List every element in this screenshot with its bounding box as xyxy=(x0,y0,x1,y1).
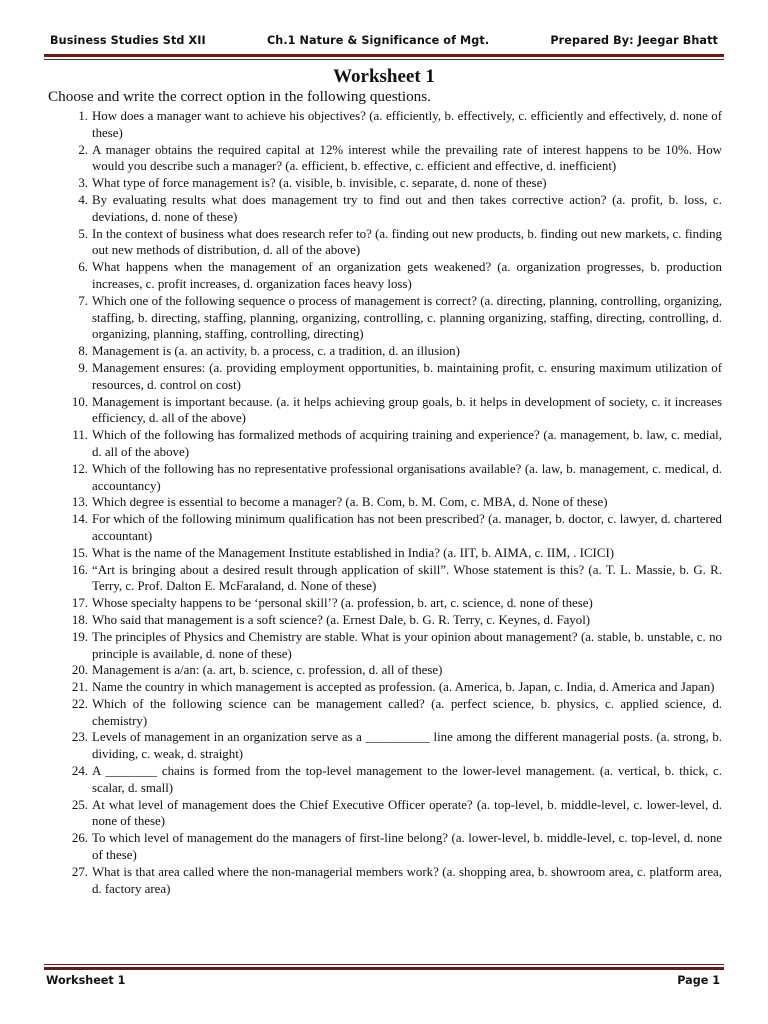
footer-worksheet-label: Worksheet 1 xyxy=(46,974,126,987)
question-number: 14. xyxy=(71,512,88,527)
question-text: To which level of management do the managers of first-line belong? (a. lower-level, b. middle-level, c. top-level, d. none of these) xyxy=(92,831,722,863)
question-text: How does a manager want to achieve his objectives? (a. efficiently, b. effectively, c. efficiently and effectively, d. none of these) xyxy=(92,109,722,140)
header-rule-thin xyxy=(44,59,724,60)
question-number: 10. xyxy=(71,394,88,409)
question-item xyxy=(78,343,722,360)
question-text: At what level of management does the Chief Executive Officer operate? (a. top-level, b. middle-level, c. lower-level, d. none of these) xyxy=(92,797,722,829)
header-subject: Business Studies Std XII xyxy=(50,34,206,47)
question-number: 16. xyxy=(71,562,88,577)
question-item xyxy=(78,293,722,343)
question-item xyxy=(71,864,722,898)
instruction-text: Choose and write the correct option in the following questions. xyxy=(48,88,431,105)
question-text: Which one of the following sequence o process of management is correct? (a. directing, planning, controlling, organizing, staffing, b. directing, staffing, planning, organizing, controlling, c. planning organizing, staffing, directing, controlling, d. organizing, planning, staffing, controlling, directing) xyxy=(92,293,722,342)
question-item xyxy=(78,108,722,142)
question-text: Management is (a. an activity, b. a process, c. a tradition, d. an illusion) xyxy=(92,344,460,359)
header-chapter: Ch.1 Nature & Significance of Mgt. xyxy=(266,34,490,47)
question-number: 11. xyxy=(72,428,88,443)
question-number: 18. xyxy=(71,612,88,627)
question-text: A manager obtains the required capital at 12% interest while the prevailing rate of interest happens to be 10%. How would you describe such a manager? (a. efficient, b. effective, c. efficient and effective, d. inefficient) xyxy=(92,142,722,174)
question-number: 19. xyxy=(71,629,88,644)
question-number: 26. xyxy=(71,831,88,846)
question-text: For which of the following minimum qualification has not been prescribed? (a. manager, b. doctor, c. lawyer, d. chartered accountant) xyxy=(92,512,722,543)
question-text: A ________ chains is formed from the top-level management to the lower-level management. (a. vertical, b. thick, c. scalar, d. small) xyxy=(92,764,722,795)
question-text: Name the country in which management is accepted as profession. (a. America, b. Japan, c. India, d. America and Japan) xyxy=(92,680,715,695)
question-item xyxy=(72,427,722,461)
header-author: Prepared By: Jeegar Bhatt xyxy=(550,34,718,47)
question-text: What is that area called where the non-managerial members work? (a. shopping area, b. showroom area, c. platform area, d. factory area) xyxy=(92,864,722,896)
question-list xyxy=(71,108,722,897)
question-item xyxy=(71,662,722,679)
question-text: “Art is bringing about a desired result through application of skill”. Whose statement is this? (a. T. L. Massie, b. G. R. Terry, c. Prof. Dalton E. McFaraland, d. None of these) xyxy=(92,562,722,594)
question-number: 2. xyxy=(78,142,88,157)
question-item xyxy=(71,612,722,629)
question-item xyxy=(71,729,722,763)
page-footer xyxy=(46,974,720,987)
question-text: By evaluating results what does management try to find out and then takes corrective action? (a. profit, b. loss, c. deviations, d. none of these) xyxy=(92,192,722,224)
question-number: 27. xyxy=(71,864,88,879)
page-header xyxy=(50,34,718,47)
header-rule-thick xyxy=(44,54,724,57)
question-item xyxy=(71,562,722,596)
question-text: What is the name of the Management Institute established in India? (a. IIT, b. AIMA, c. IIM, . ICICI) xyxy=(92,545,615,560)
question-number: 20. xyxy=(71,663,88,678)
question-item xyxy=(71,763,722,797)
question-number: 6. xyxy=(78,260,88,275)
question-number: 3. xyxy=(78,176,88,191)
question-item xyxy=(71,679,722,696)
question-item xyxy=(71,629,722,663)
footer-rule-thin xyxy=(44,964,724,965)
question-text: Whose specialty happens to be ‘personal skill’? (a. profession, b. art, c. science, d. none of these) xyxy=(92,596,593,611)
question-text: Which of the following science can be management called? (a. perfect science, b. physics, c. applied science, d. chemistry) xyxy=(92,696,722,728)
question-text: Management is important because. (a. it helps achieving group goals, b. it helps in development of society, c. it increases efficiency, d. all of the above) xyxy=(92,394,722,426)
question-number: 17. xyxy=(71,596,88,611)
question-item xyxy=(71,394,722,428)
question-text: Who said that management is a soft science? (a. Ernest Dale, b. G. R. Terry, c. Keynes, d. Fayol) xyxy=(92,612,591,627)
question-item xyxy=(71,461,722,495)
question-text: What happens when the management of an organization gets weakened? (a. organization progresses, b. production increases, c. profit increases, d. organization faces heavy loss) xyxy=(92,260,722,291)
question-item xyxy=(78,360,722,394)
question-text: In the context of business what does research refer to? (a. finding out new products, b. finding out new markets, c. finding out new methods of distribution, d. all of the above) xyxy=(92,226,722,258)
question-text: Which of the following has formalized methods of acquiring training and experience? (a. management, b. law, c. medial, d. all of the above) xyxy=(92,428,722,459)
question-text: Which of the following has no representative professional organisations available? (a. law, b. management, c. medical, d. accountancy) xyxy=(92,461,722,493)
question-number: 9. xyxy=(78,360,88,375)
question-number: 12. xyxy=(71,461,88,476)
question-text: Levels of management in an organization serve as a __________ line among the different managerial posts. (a. strong, b. dividing, c. weak, d. straight) xyxy=(92,730,722,762)
question-number: 25. xyxy=(71,797,88,812)
question-number: 1. xyxy=(78,109,88,123)
question-item xyxy=(71,830,722,864)
question-text: Management ensures: (a. providing employment opportunities, b. maintaining profit, c. ensuring maximum utilization of resources, d. control on cost) xyxy=(92,360,722,392)
question-item xyxy=(71,494,722,511)
question-text: Which degree is essential to become a manager? (a. B. Com, b. M. Com, c. MBA, d. None of these) xyxy=(92,495,608,510)
question-item xyxy=(71,595,722,612)
question-number: 23. xyxy=(71,730,88,745)
question-number: 21. xyxy=(71,680,88,695)
question-number: 7. xyxy=(78,293,88,308)
footer-page-number: Page 1 xyxy=(677,974,720,987)
question-number: 22. xyxy=(71,696,88,711)
question-item xyxy=(71,797,722,831)
question-number: 15. xyxy=(71,545,88,560)
question-number: 24. xyxy=(71,764,88,779)
question-text: The principles of Physics and Chemistry are stable. What is your opinion about management? (a. stable, b. unstable, c. no principle is available, d. none of these) xyxy=(92,629,722,661)
question-number: 8. xyxy=(78,344,88,359)
question-item xyxy=(78,142,722,176)
question-item xyxy=(71,696,722,730)
question-text: Management is a/an: (a. art, b. science, c. profession, d. all of these) xyxy=(92,663,443,678)
question-item xyxy=(71,545,722,562)
question-number: 5. xyxy=(78,226,88,241)
question-item xyxy=(78,226,722,260)
question-item xyxy=(78,175,722,192)
footer-rule-thick xyxy=(44,967,724,970)
worksheet-title: Worksheet 1 xyxy=(333,66,435,87)
question-number: 4. xyxy=(78,192,88,207)
question-item xyxy=(71,511,722,545)
question-item xyxy=(78,259,722,293)
question-number: 13. xyxy=(71,495,88,510)
question-text: What type of force management is? (a. visible, b. invisible, c. separate, d. none of these) xyxy=(92,176,547,191)
question-item xyxy=(78,192,722,226)
